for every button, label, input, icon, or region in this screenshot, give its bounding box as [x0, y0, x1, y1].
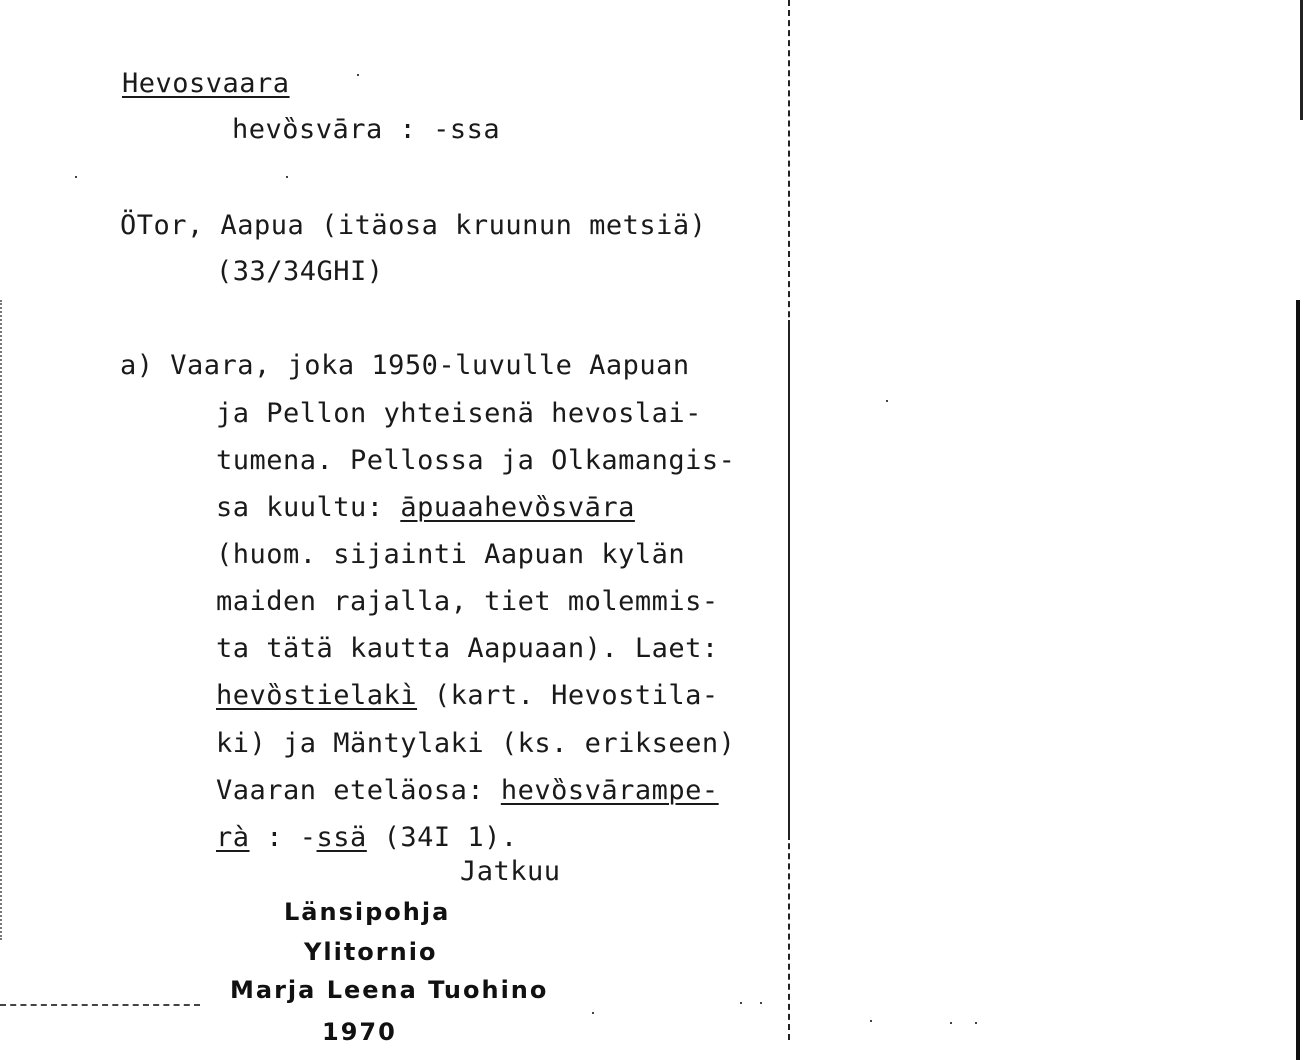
description-line — [216, 824, 518, 851]
speck — [357, 74, 359, 76]
speck — [592, 1012, 594, 1014]
speck — [75, 176, 77, 178]
description-text: sa kuultu: — [216, 492, 401, 523]
card-edge-top — [1300, 0, 1303, 120]
description-line: ta tätä kautta Aapuaan). Laet: — [216, 633, 719, 664]
speck — [286, 176, 288, 178]
description-line: a) Vaara, joka 1950-luvulle Aapuan — [120, 350, 690, 381]
description-line — [216, 494, 635, 521]
description-text: (34I 1). — [366, 822, 518, 853]
continued-note: Jatkuu — [460, 856, 561, 887]
card-divider-solid — [788, 320, 790, 840]
description-line — [216, 682, 719, 709]
dialect-form: rà — [216, 822, 250, 853]
left-edge-marks — [0, 300, 5, 940]
dialect-form: ssä — [316, 822, 367, 853]
dialect-form: āpuaahevȍsvāra — [400, 492, 635, 523]
description-line: (huom. sijainti Aapuan kylän — [216, 539, 686, 570]
description-line: maiden rajalla, tiet molemmis- — [216, 586, 719, 617]
description-line: tumena. Pellossa ja Olkamangis- — [216, 445, 736, 476]
description-text: Vaaran eteläosa: — [216, 775, 501, 806]
location-line: ÖTor, Aapua (itäosa kruunun metsiä) — [120, 210, 707, 241]
map-reference: (33/34GHI) — [216, 256, 384, 287]
dialect-form: hevȍstielakì — [216, 680, 418, 711]
description-line: ki) ja Mäntylaki (ks. erikseen) — [216, 728, 736, 759]
speck — [950, 1022, 952, 1024]
speck — [886, 400, 888, 402]
stamp-region: Länsipohja — [284, 898, 451, 926]
description-line — [216, 777, 719, 804]
description-line: ja Pellon yhteisenä hevoslai- — [216, 398, 702, 429]
card-edge — [1296, 300, 1300, 1060]
speck — [870, 1020, 872, 1022]
description-text: : - — [249, 822, 317, 853]
speck — [740, 1002, 742, 1004]
place-name-title: Hevosvaara — [122, 68, 290, 99]
description-text: (kart. Hevostila- — [417, 680, 719, 711]
speck — [760, 1002, 762, 1004]
bottom-rule — [0, 1004, 200, 1006]
pronunciation: hevȍsvāra : -ssa — [232, 114, 501, 145]
dialect-form: hevȍsvārampe- — [500, 775, 719, 806]
stamp-year: 1970 — [322, 1018, 397, 1046]
stamp-collector: Marja Leena Tuohino — [230, 976, 549, 1004]
stamp-parish: Ylitornio — [304, 938, 438, 966]
speck — [975, 1022, 977, 1024]
